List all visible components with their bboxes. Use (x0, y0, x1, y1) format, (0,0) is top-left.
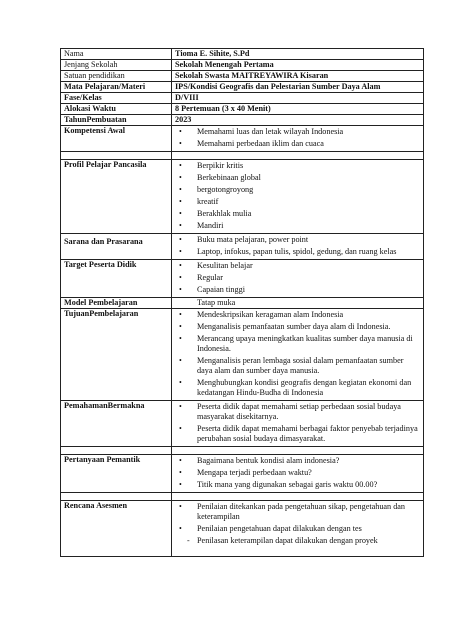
table-row (61, 501, 424, 557)
row-label: Alokasi Waktu (61, 104, 172, 115)
kompetensi-label: Kompetensi Awal (61, 126, 172, 152)
row-label: Nama (61, 49, 172, 60)
list-item: • Memahami perbedaan iklim dan cuaca (175, 139, 420, 149)
table-row (61, 298, 424, 309)
list-item: • bergotongroyong (175, 185, 420, 195)
list-item: • Menghubungkan kondisi geografis dengan kegiatan ekonomi dan kedatangan Hindu-Budha di Indonesia (175, 378, 420, 398)
profil-list (172, 160, 424, 234)
target-list (172, 260, 424, 298)
sarana-list (172, 234, 424, 260)
table-row (61, 104, 424, 115)
list-item: • Laptop, infokus, papan tulis, spidol, gedung, dan ruang kelas (175, 247, 420, 257)
spacer-row (61, 152, 424, 160)
target-label: Target Peserta Didik (61, 260, 172, 298)
row-label: Satuan pendidikan (61, 71, 172, 82)
pertanyaan-label: Pertanyaan Pemantik (61, 455, 172, 493)
table-row (61, 93, 424, 104)
pemahaman-list (172, 401, 424, 447)
table-row (61, 71, 424, 82)
list-item: • Peserta didik dapat memahami berbagai faktor penyebab terjadinya perubahan sosial budaya dimasyarakat. (175, 424, 420, 444)
list-item: • Penilaian ditekankan pada pengetahuan sikap, pengetahuan dan keterampilan (175, 502, 420, 522)
asesmen-list (172, 501, 424, 557)
list-item: • Buku mata pelajaran, power point (175, 235, 420, 245)
table-row (61, 60, 424, 71)
list-item: • Merancang upaya meningkatkan kualitas sumber daya manusia di Indonesia. (175, 334, 420, 354)
spacer-row (61, 493, 424, 501)
list-item: • Menganalisis peran lembaga sosial dalam pemanfaatan sumber daya alam dan sumber daya manusia. (175, 356, 420, 376)
row-value: Sekolah Menengah Pertama (172, 60, 424, 71)
row-value: D/VIII (172, 93, 424, 104)
list-item: • Capaian tinggi (175, 285, 420, 295)
list-item: • Berakhlak mulia (175, 209, 420, 219)
list-item: • Penilaian pengetahuan dapat dilakukan dengan tes (175, 524, 420, 534)
list-item: • Bagaimana bentuk kondisi alam indonesia? (175, 456, 420, 466)
tujuan-list (172, 309, 424, 401)
list-item: • Kesulitan belajar (175, 261, 420, 271)
table-row (61, 82, 424, 93)
list-item: • Memahami luas dan letak wilayah Indonesia (175, 127, 420, 137)
row-label: Fase/Kelas (61, 93, 172, 104)
pemahaman-label: PemahamanBermakna (61, 401, 172, 447)
list-item: • Berkebinaan global (175, 173, 420, 183)
pertanyaan-list (172, 455, 424, 493)
row-label: Jenjang Sekolah (61, 60, 172, 71)
row-value: 2023 (172, 115, 424, 126)
list-item: • Regular (175, 273, 420, 283)
asesmen-label: Rencana Asesmen (61, 501, 172, 557)
row-value: 8 Pertemuan (3 x 40 Menit) (172, 104, 424, 115)
model-value (172, 298, 424, 309)
row-label: TahunPembuatan (61, 115, 172, 126)
profil-label: Profil Pelajar Pancasila (61, 160, 172, 234)
list-item: • Berpikir kritis (175, 161, 420, 171)
list-item: • kreatif (175, 197, 420, 207)
model-text: Tatap muka (197, 298, 236, 307)
table-row (61, 401, 424, 447)
table-row (61, 260, 424, 298)
table-row (61, 49, 424, 60)
lesson-plan-table (60, 48, 424, 557)
table-row (61, 160, 424, 234)
sarana-label: Sarana dan Prasarana (61, 234, 172, 260)
list-item: • Titik mana yang digunakan sebagai garis waktu 00.00? (175, 480, 420, 490)
list-item: • Mengapa terjadi perbedaan waktu? (175, 468, 420, 478)
table-row (61, 234, 424, 260)
spacer-row (61, 447, 424, 455)
row-value: Sekolah Swasta MAITREYAWIRA Kisaran (172, 71, 424, 82)
table-row (61, 126, 424, 152)
list-item: • Mendeskripsikan keragaman alam Indonesia (175, 310, 420, 320)
table-row (61, 115, 424, 126)
list-item: • Mandiri (175, 221, 420, 231)
table-row (61, 309, 424, 401)
model-label: Model Pembelajaran (61, 298, 172, 309)
row-value: Tioma E. Sihite, S.Pd (172, 49, 424, 60)
tujuan-label: TujuanPembelajaran (61, 309, 172, 401)
list-item: • Menganalisis pemanfaatan sumber daya alam di Indonesia. (175, 322, 420, 332)
kompetensi-list (172, 126, 424, 152)
row-value: IPS/Kondisi Geografis dan Pelestarian Sumber Daya Alam (172, 82, 424, 93)
sub-list-item: - Penilasan keterampilan dapat dilakukan dengan proyek (175, 536, 420, 546)
table-row (61, 455, 424, 493)
row-label: Mata Pelajaran/Materi (61, 82, 172, 93)
list-item: • Peserta didik dapat memahami setiap perbedaan sosial budaya masyarakat disekitarnya. (175, 402, 420, 422)
